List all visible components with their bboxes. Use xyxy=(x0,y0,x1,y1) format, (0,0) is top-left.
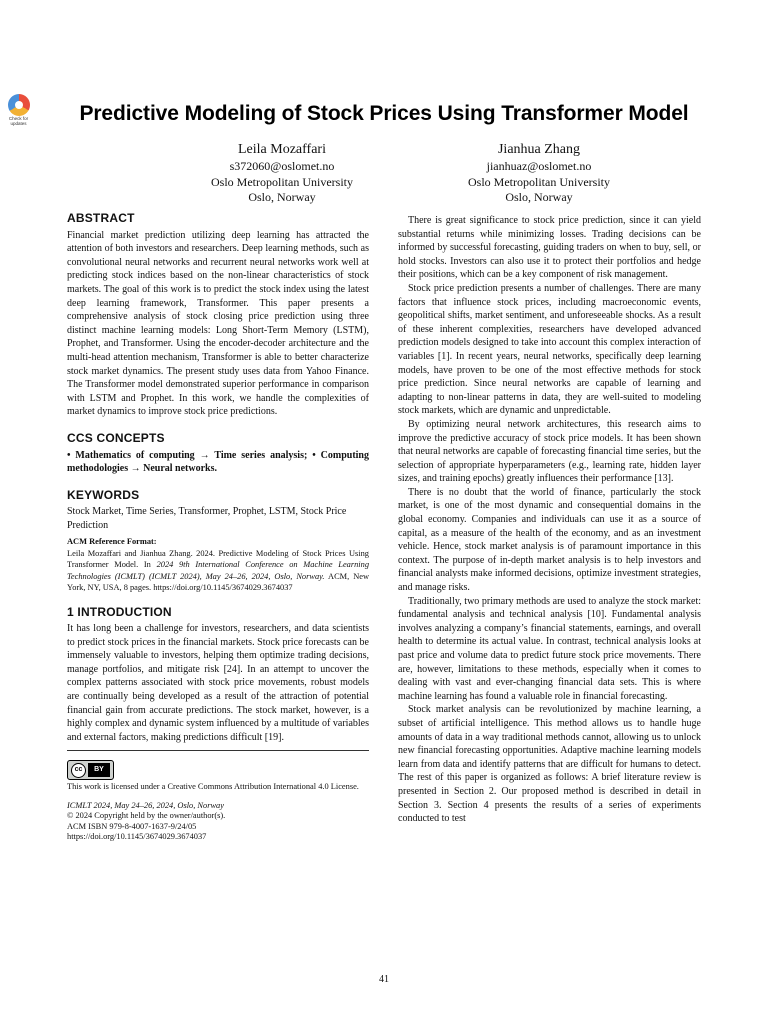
acm-reference xyxy=(67,536,369,593)
acm-ref-venue: 2024 9th International Conference on Machine Learning Technologies (ICMLT) (ICMLT 2024), May 24–26, 2024, Oslo, Norway. xyxy=(67,560,370,581)
acm-ref-authors: Leila Mozaffari and Jianhua Zhang. 2024. Predictive Modeling of Stock Prices Using Transformer Model. In xyxy=(67,548,369,570)
author-email: s372060@oslomet.no xyxy=(229,159,335,173)
body-paragraph: There is great significance to stock price prediction, since it can yield substantial returns while minimizing losses. Trading decisions can be informed by successful forecasting, guiding traders on when to buy, sell, or hold stocks. Investors can also use it to protect their portfolios and hedge their positions, which can be a key component of risk management. xyxy=(398,215,701,281)
intro-text: It has long been a challenge for investors, researchers, and data scientists to predict stock prices in the financial markets. Stock price forecasts can be immensely valuable to investors, helping them optimize trading decisions, manage portfolios, and mitigate risk [24]. In an attempt to uncover the complex patterns associated with stock price movements, robust models are continually being developed as a result of the attraction of potential financial gain from accurate predictions. The stock market, however, is a highly complex and dynamic system influenced by a multitude of variables and external factors, making predictions difficult [19]. xyxy=(67,623,369,743)
author-name: Leila Mozaffari xyxy=(238,142,326,157)
right-column xyxy=(398,214,701,826)
cc-icon: cc xyxy=(71,763,86,778)
conference-line: ICMLT 2024, May 24–26, 2024, Oslo, Norway xyxy=(67,801,224,811)
abstract-heading: ABSTRACT xyxy=(67,211,135,225)
footnote-divider xyxy=(67,750,369,751)
author-affiliation: Oslo Metropolitan University xyxy=(211,174,353,189)
acm-ref-tail: ACM, New York, NY, USA, 8 pages. https://doi.org/10.1145/3674029.3674037 xyxy=(67,571,370,593)
by-icon: BY xyxy=(88,763,110,777)
body-paragraph: Stock market analysis can be revolutionized by machine learning, a subset of artificial intelligence. This method allows us to handle huge amounts of data in a way traditional methods cannot, allowing us to unlock new financial forecasting opportunities. Adaptive machine learning models learn from data and identify patterns that are difficult for humans to detect. The rest of this paper is organized as follows: A brief literature review is presented in Section 2. Our proposed method is described in detail in Section 3. Section 4 presents the results of a series of experiments conducted to test xyxy=(398,704,701,825)
paper-title: Predictive Modeling of Stock Prices Using Transformer Model xyxy=(79,102,689,125)
author-location: Oslo, Norway xyxy=(505,190,573,204)
author-name: Jianhua Zhang xyxy=(497,142,581,157)
author-location: Oslo, Norway xyxy=(248,190,316,204)
abstract-text: Financial market prediction utilizing deep learning has attracted the attention of both investors and researchers. Deep learning methods, such as convolutional neural networks and recurrent neural networks work well at predicting stock indices based on the non-linear characteristics of stock markets. The goal of this work is to predict the stock index using the latest deep learning framework, Transformer. This paper presents a comprehensive analysis of stock closing price prediction using three distinct machine learning models: Long Short-Term Memory (LSTM), Prophet, and Transformer. Using the encoder-decoder architecture and the multi-head attention mechanism, Transformer is able to better characterize stock market dynamics. The present study uses data from Yahoo Finance. The Transformer model demonstrated superior performance in comparison with LSTM and Prophet. In this work, we handle the complexities of market dynamics to improve stock price predictions. xyxy=(67,229,369,418)
author-block-1 xyxy=(152,141,412,206)
author-affiliation: Oslo Metropolitan University xyxy=(468,174,610,189)
body-paragraph: There is no doubt that the world of finance, particularly the stock market, is one of the most dynamic and consequential domains in the global economy. Companies and individuals can use it as a source of capital, as a measure of the health of the economy, and as an investment vehicle. Hence, stock market analysis is of paramount importance in this context. The purpose of in-depth market analysis is to help investors and financial analysts make informed decisions, optimize investment strategies, and manage risks. xyxy=(398,486,701,594)
ccs-heading: CCS CONCEPTS xyxy=(67,430,165,445)
cc-by-license-icon[interactable] xyxy=(67,760,114,780)
copyright-line: © 2024 Copyright held by the owner/author(s). xyxy=(67,811,226,821)
body-paragraph: By optimizing neural network architectures, this research aims to improve the predictive accuracy of stock price models. It has been shown that neural networks are capable of forecasting financial time series, but the selection of appropriate hyperparameters (e.g., learning rate, hidden layer sizes, and training epochs) greatly influences their performance [13]. xyxy=(398,418,701,485)
isbn-line: ACM ISBN 979-8-4007-1637-9/24/05 xyxy=(67,821,197,831)
page-number: 41 xyxy=(379,974,389,985)
keywords-heading: KEYWORDS xyxy=(67,487,140,502)
doi-link[interactable]: https://doi.org/10.1145/3674029.3674037 xyxy=(67,832,207,842)
acm-ref-heading: ACM Reference Format: xyxy=(67,537,157,547)
badge-label: Check for updates xyxy=(8,116,29,126)
body-paragraph: Stock price prediction presents a number of challenges. There are many factors that influence stock prices, including macroeconomic events, geopolitical shifts, market sentiment, and unforeseeable shocks. As a result of these inherent complexities, researchers have developed advanced prediction models designed to take into account this complex interaction of variables [1]. In recent years, neural networks, specifically deep learning models, have proven to be one of the most effective methods for stock price prediction. Since neural networks are capable of learning and adapting to non-linear patterns in data, they are well-suited to modeling stock markets, which are dynamic and unpredictable. xyxy=(398,282,701,417)
intro-heading: 1 INTRODUCTION xyxy=(67,604,172,619)
license-text: This work is licensed under a Creative Commons Attribution International 4.0 License. xyxy=(67,782,359,792)
keywords-text: Stock Market, Time Series, Transformer, Prophet, LSTM, Stock Price Prediction xyxy=(67,506,347,531)
author-email: jianhuaz@oslomet.no xyxy=(486,159,592,173)
left-column xyxy=(67,212,369,843)
author-block-2 xyxy=(409,141,669,206)
body-paragraph: Traditionally, two primary methods are used to analyze the stock market: fundamental analysis and technical analysis [10]. Fundamental analysis involves analyzing a company’s financial statements, earnings, and overall health to determine its actual value. In contrast, technical analysis looks at past price and volume data to predict future stock price movements. There are, however, limitations to these methods, especially when it comes to dealing with vast and ever-changing financial data sets. This is where machine learning has found a valuable role in financial forecasting. xyxy=(398,595,701,702)
ccs-text: • Mathematics of computing → Time series analysis; • Computing methodologies → Neural networks. xyxy=(67,449,369,475)
